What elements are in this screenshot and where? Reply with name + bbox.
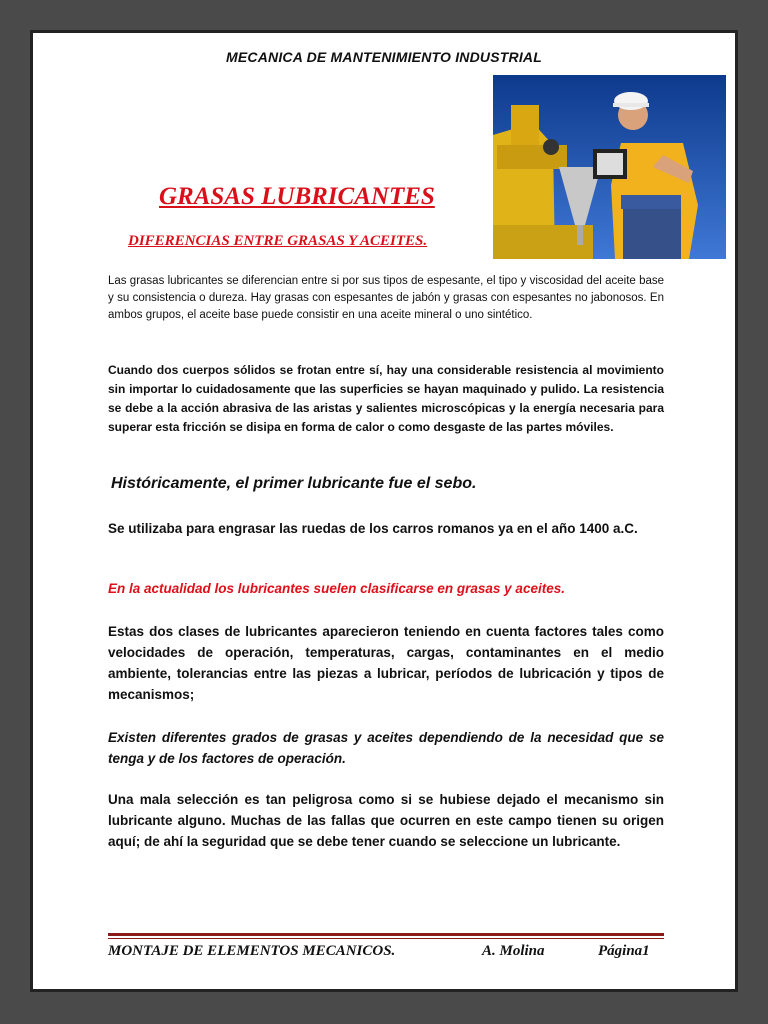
footer-course: MONTAJE DE ELEMENTOS MECANICOS. bbox=[108, 943, 396, 959]
paragraph-selection: Una mala selección es tan peligrosa como si se hubiese dejado el mecanismo sin lubricante alguno. Muchas de las fallas que ocurren en este campo tienen su origen aquí; de ahí la seguridad que se debe tener cuando se seleccione un lubricante. bbox=[108, 792, 664, 849]
document-subtitle: DIFERENCIAS ENTRE GRASAS Y ACEITES. bbox=[128, 233, 428, 249]
worker-photo bbox=[493, 75, 726, 259]
document-page bbox=[30, 30, 738, 992]
paragraph-roman: Se utilizaba para engrasar las ruedas de los carros romanos ya en el año 1400 a.C. bbox=[108, 521, 638, 536]
document-title: GRASAS LUBRICANTES bbox=[159, 183, 435, 210]
historical-heading: Históricamente, el primer lubricante fue el sebo. bbox=[111, 475, 477, 492]
paragraph-greases: Las grasas lubricantes se diferencian entre si por sus tipos de espesante, el tipo y viscosidad del aceite base y su consistencia o dureza. Hay grasas con espesantes de jabón y grasas con espesantes no jabonosos. En ambos grupos, el aceite base puede consistir en una aceite mineral o uno sintético. bbox=[108, 275, 664, 321]
highlight-classification: En la actualidad los lubricantes suelen clasificarse en grasas y aceites. bbox=[108, 581, 565, 596]
paragraph-friction: Cuando dos cuerpos sólidos se frotan entre sí, hay una considerable resistencia al movimiento sin importar lo cuidadosamente que las superficies se hayan maquinado y pulido. La resistencia se debe a la acción abrasiva de las aristas y salientes microscópicas y la energía necesaria para superar esta fricción se disipa en forma de calor o como desgaste de las partes móviles. bbox=[108, 363, 664, 434]
footer-rule bbox=[108, 933, 664, 936]
paragraph-factors: Estas dos clases de lubricantes aparecieron teniendo en cuenta factores tales como velocidades de operación, temperaturas, cargas, contaminantes en el medio ambiente, tolerancias entre las piezas a lubricar, períodos de lubricación y tipos de mecanismos; bbox=[108, 624, 664, 702]
page-header: MECANICA DE MANTENIMIENTO INDUSTRIAL bbox=[226, 49, 542, 65]
paragraph-grades: Existen diferentes grados de grasas y aceites dependiendo de la necesidad que se tenga y de los factores de operación. bbox=[108, 730, 664, 766]
footer-rule-thin bbox=[108, 938, 664, 939]
footer-author: A. Molina bbox=[482, 943, 545, 959]
footer-page-number: Página1 bbox=[598, 943, 650, 959]
